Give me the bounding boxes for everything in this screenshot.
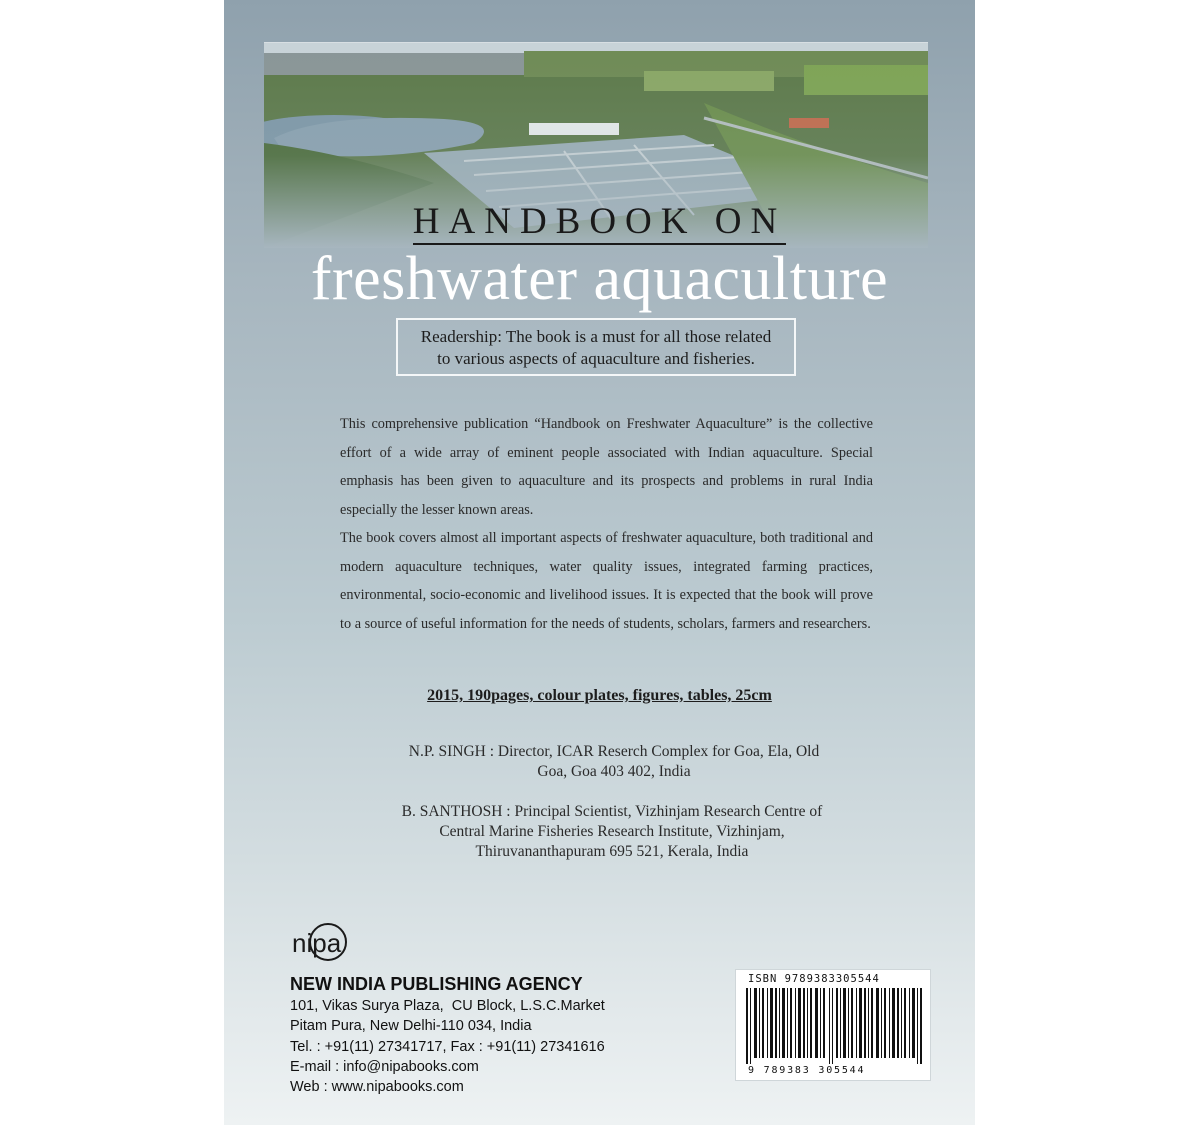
publisher-name: NEW INDIA PUBLISHING AGENCY: [290, 974, 583, 994]
readership-line: to various aspects of aquaculture and fisheries.: [437, 349, 755, 368]
publisher-address: 101, Vikas Surya Plaza, CU Block, L.S.C.Market: [290, 998, 605, 1014]
isbn-label: ISBN 9789383305544: [748, 973, 880, 985]
book-back-cover: [224, 0, 975, 1125]
nipa-logo: [290, 920, 350, 968]
book-specs: 2015, 190pages, colour plates, figures, tables, 25cm: [427, 687, 772, 704]
readership-line: Readership: The book is a must for all those related: [420, 327, 772, 346]
description-paragraph: This comprehensive publication “Handbook on Freshwater Aquaculture” is the collective effort of a wide array of eminent people associated with Indian aquaculture. Special emphasis has been given to aquaculture and its prospects and problems in rural India especially the lesser known areas.: [340, 416, 873, 518]
isbn-barcode: [735, 969, 931, 1081]
publisher-web: Web : www.nipabooks.com: [290, 1079, 464, 1096]
publisher-email: E-mail : info@nipabooks.com: [290, 1058, 479, 1075]
author-entry: [372, 802, 852, 862]
description-paragraph: The book covers almost all important aspects of freshwater aquaculture, both traditional and modern aquaculture techniques, water quality issues, integrated farming practices, environmental, socio-economic and livelihood issues. It is expected that the book will prove to a source of useful information for the needs of students, scholars, farmers and researchers.: [340, 530, 873, 632]
author-line: B. SANTHOSH : Principal Scientist, Vizhinjam Research Centre of: [401, 803, 823, 820]
publisher-phone: Tel. : +91(11) 27341717, Fax : +91(11) 27341616: [290, 1038, 605, 1055]
author-line: Thiruvananthapuram 695 521, Kerala, India: [475, 843, 749, 860]
author-line: Goa, Goa 403 402, India: [537, 763, 691, 780]
author-line: Central Marine Fisheries Research Institute, Vizhinjam,: [439, 823, 785, 840]
title-handbook-on: HANDBOOK ON: [224, 200, 975, 243]
book-description: [340, 410, 873, 638]
author-entry: [374, 742, 854, 782]
publisher-info: [290, 972, 710, 1097]
svg-text:nipa: nipa: [292, 928, 342, 958]
author-line: N.P. SINGH : Director, ICAR Reserch Complex for Goa, Ela, Old: [408, 743, 820, 760]
book-title: freshwater aquaculture: [310, 245, 889, 313]
barcode-bars: [746, 988, 922, 1064]
publisher-address: Pitam Pura, New Delhi-110 034, India: [290, 1018, 532, 1035]
readership-box: [396, 318, 796, 376]
barcode-digits: 9 789383 305544: [748, 1065, 866, 1076]
